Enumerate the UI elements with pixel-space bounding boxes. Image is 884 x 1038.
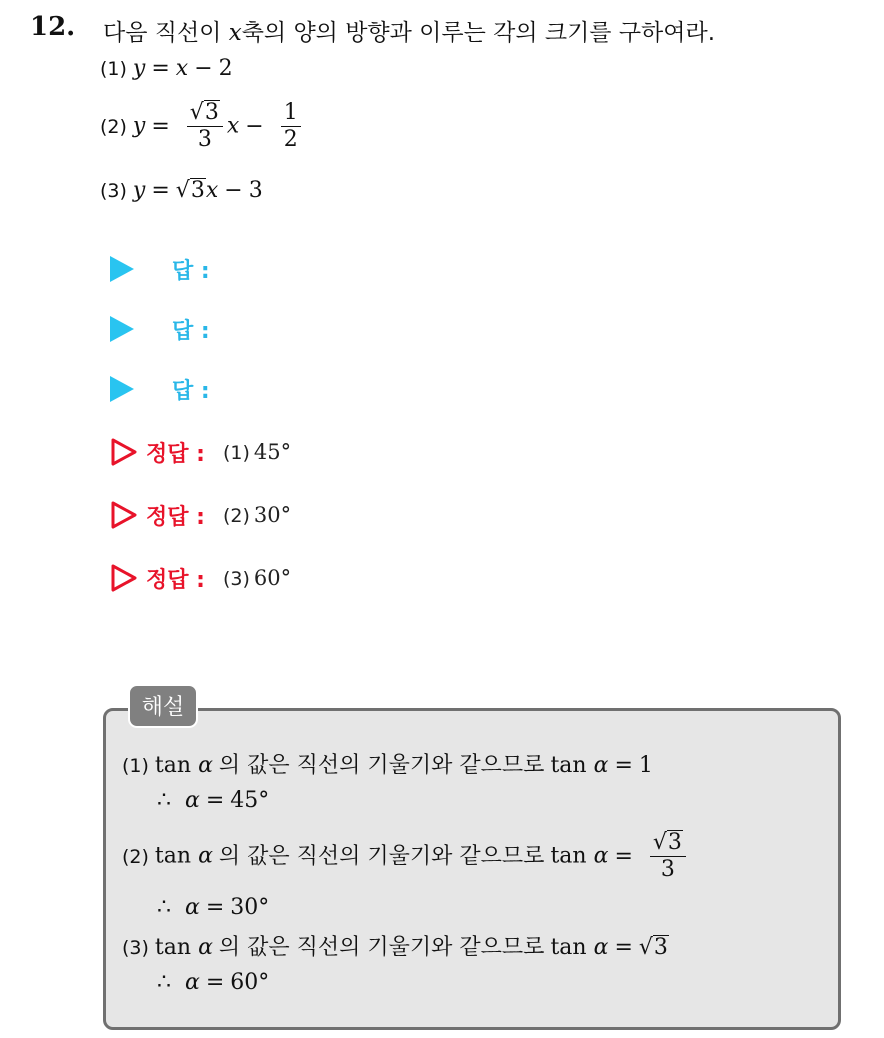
correct-label: 정답 : — [146, 441, 205, 467]
var-y: y — [132, 56, 146, 81]
minus: − — [245, 113, 264, 139]
question-text — [103, 14, 715, 47]
minus: − — [194, 56, 213, 81]
var-y: y — [132, 178, 146, 203]
correct-answer-2 — [110, 498, 291, 532]
var-x: x — [175, 56, 189, 81]
equation-item-1 — [100, 56, 233, 81]
fraction-sqrt3-over-3 — [187, 100, 223, 153]
equals: = — [151, 178, 170, 203]
answer-label: 답 : — [172, 318, 210, 344]
sqrt: √ 3 — [189, 100, 219, 125]
minus: − — [224, 178, 243, 203]
question-text-after: 축의 양의 방향과 이루는 각의 크기를 구하여라. — [241, 20, 716, 46]
equals: = — [151, 113, 170, 139]
answer-blank-2 — [110, 312, 210, 346]
constant: 3 — [248, 178, 263, 203]
answer-blank-1 — [110, 252, 210, 286]
item-label: (3) — [100, 180, 127, 202]
correct-value: (3) 60° — [222, 566, 292, 590]
outline-triangle-icon — [110, 563, 138, 593]
equation-item-3 — [100, 178, 263, 203]
var-y: y — [132, 113, 146, 139]
solution-result-3: ∴ α = 60° — [157, 970, 270, 995]
question-var: x — [228, 20, 242, 46]
answer-blank-3 — [110, 372, 210, 406]
solution-line-2: (2) tan α 의 값은 직선의 기울기와 같으므로 tan α = √ 3 3 — [122, 830, 690, 883]
question-number: 12. — [30, 12, 76, 42]
fraction-one-half: $\frac{1}{2}$ — [281, 100, 301, 153]
question-text-before: 다음 직선이 — [103, 20, 229, 46]
equation-item-2 — [100, 100, 305, 153]
correct-label: 정답 : — [146, 567, 205, 593]
equals: = — [151, 56, 170, 81]
item-label: (1) — [100, 58, 127, 80]
solution-line-1: (1) tan α 의 값은 직선의 기울기와 같으므로 tan α = 1 — [122, 753, 653, 778]
play-triangle-icon — [110, 316, 134, 342]
solution-result-2: ∴ α = 30° — [157, 895, 270, 920]
answer-label: 답 : — [172, 378, 210, 404]
item-label: (2) — [100, 115, 127, 138]
play-triangle-icon — [110, 256, 134, 282]
solution-line-3: (3) tan α 의 값은 직선의 기울기와 같으므로 tan α = √ 3 — [122, 935, 668, 960]
answer-label: 답 : — [172, 258, 210, 284]
correct-answer-1 — [110, 435, 291, 469]
fraction-sqrt3-over-3: √ 3 3 — [650, 830, 686, 883]
var-x: x — [226, 113, 240, 139]
outline-triangle-icon — [110, 500, 138, 530]
constant: 2 — [218, 56, 233, 81]
correct-label: 정답 : — [146, 504, 205, 530]
correct-value: (1) 45° — [222, 440, 292, 464]
var-x: x — [205, 178, 219, 203]
sqrt: √ 3 — [175, 178, 205, 203]
correct-answer-3 — [110, 561, 291, 595]
denominator: 3 — [197, 127, 212, 152]
solution-title: 해설 — [128, 684, 198, 728]
play-triangle-icon — [110, 376, 134, 402]
outline-triangle-icon — [110, 437, 138, 467]
solution-result-1: ∴ α = 45° — [157, 788, 270, 813]
correct-value: (2) 30° — [222, 503, 292, 527]
